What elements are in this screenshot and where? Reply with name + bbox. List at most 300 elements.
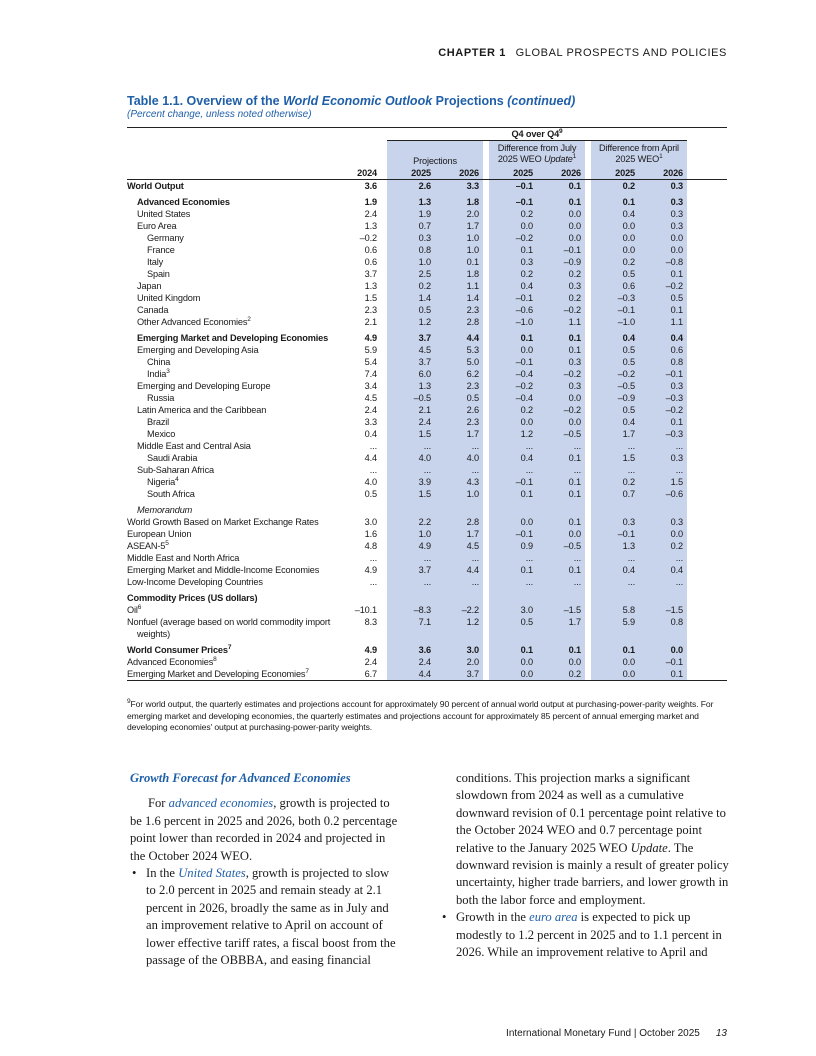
header-row-q4 [127, 128, 727, 141]
cell-value: –0.5 [591, 380, 639, 392]
table-row [127, 668, 727, 681]
cell-value: 5.0 [435, 356, 483, 368]
table-row [127, 256, 727, 268]
cell-value: –8.3 [387, 604, 435, 616]
cell-value: –0.1 [489, 292, 537, 304]
cell-value: 0.5 [387, 304, 435, 316]
cell-value: 0.3 [639, 196, 687, 208]
row-label: Brazil [147, 417, 170, 427]
cell-value: 3.0 [435, 644, 483, 656]
cell-value: 0.0 [537, 528, 585, 540]
cell-value: 0.8 [387, 244, 435, 256]
cell-value: –0.6 [489, 304, 537, 316]
table-row [127, 220, 727, 232]
cell-value: 0.0 [489, 220, 537, 232]
cell-value [387, 592, 435, 604]
footer-text: International Monetary Fund | October 2025 [506, 1028, 700, 1039]
cell-value: –0.1 [489, 528, 537, 540]
table-body [127, 180, 727, 681]
cell-value: 0.0 [489, 416, 537, 428]
cell-value: 0.5 [639, 292, 687, 304]
cell-value: 4.8 [364, 541, 377, 551]
cell-value [537, 504, 585, 516]
cell-value [435, 592, 483, 604]
cell-value: 0.1 [537, 488, 585, 500]
cell-value: 5.8 [591, 604, 639, 616]
july-header: Difference from July 2025 WEO Update$^1$ [489, 141, 585, 168]
row-label: World Consumer Prices$^7$ [127, 644, 232, 655]
cell-value [591, 592, 639, 604]
cell-value: –1.5 [537, 604, 585, 616]
row-label: Euro Area [137, 221, 177, 231]
cell-value: ... [537, 552, 585, 564]
cell-value: 1.2 [435, 616, 483, 628]
cell-value: ... [489, 552, 537, 564]
cell-value: 6.0 [387, 368, 435, 380]
cell-value: –10.1 [354, 605, 377, 615]
cell-value: 1.3 [387, 196, 435, 208]
cell-value: 0.0 [489, 668, 537, 681]
table-row [127, 504, 727, 516]
chapter-label: CHAPTER 1 [438, 47, 506, 59]
cell-value: 3.7 [387, 332, 435, 344]
cell-value: ... [537, 440, 585, 452]
row-label: Spain [147, 269, 170, 279]
cell-value: 0.7 [387, 220, 435, 232]
row-label: Latin America and the Caribbean [137, 405, 267, 415]
table-row [127, 476, 727, 488]
cell-value: 0.0 [591, 220, 639, 232]
q4-header: Q4 over $Q4^9$ [387, 128, 687, 141]
row-label: Italy [147, 257, 164, 267]
cell-value: 0.8 [639, 616, 687, 628]
row-label: China [147, 357, 171, 367]
cell-value: 0.3 [639, 516, 687, 528]
row-label: Russia [147, 393, 175, 403]
cell-value: 3.7 [364, 269, 377, 279]
row-label: Saudi Arabia [147, 453, 198, 463]
cell-value: 4.4 [435, 332, 483, 344]
row-label: World Output [127, 181, 184, 191]
cell-value: 0.3 [537, 280, 585, 292]
cell-value: 4.4 [435, 564, 483, 576]
cell-value [435, 628, 483, 640]
cell-value: 0.0 [591, 656, 639, 668]
cell-value [537, 628, 585, 640]
cell-value: 0.1 [639, 304, 687, 316]
cell-value: 0.1 [537, 452, 585, 464]
cell-value: 0.3 [639, 452, 687, 464]
cell-value: 0.5 [591, 404, 639, 416]
table-row [127, 356, 727, 368]
cell-value: 0.2 [537, 668, 585, 681]
cell-value: 0.6 [591, 280, 639, 292]
table-row [127, 304, 727, 316]
cell-value: ... [591, 464, 639, 476]
cell-value: 0.1 [537, 332, 585, 344]
row-label: Sub-Saharan Africa [137, 465, 214, 475]
cell-value: 0.3 [639, 208, 687, 220]
cell-value: 1.0 [435, 488, 483, 500]
cell-value: 0.0 [537, 416, 585, 428]
cell-value: 0.2 [591, 180, 639, 193]
cell-value: 1.7 [435, 528, 483, 540]
row-label: Middle East and Central Asia [137, 441, 251, 451]
cell-value: ... [537, 576, 585, 588]
cell-value: 0.0 [639, 244, 687, 256]
table-row [127, 516, 727, 528]
cell-value: ... [387, 464, 435, 476]
cell-value: 2.0 [435, 208, 483, 220]
row-label: India$^3$ [147, 368, 170, 379]
table-row [127, 552, 727, 564]
cell-value: 8.3 [364, 617, 377, 627]
cell-value: 1.3 [387, 380, 435, 392]
cell-value: 4.5 [364, 393, 377, 403]
cell-value: 1.6 [364, 529, 377, 539]
cell-value: ... [369, 465, 377, 475]
cell-value: 0.0 [639, 232, 687, 244]
row-label: Japan [137, 281, 162, 291]
cell-value [337, 504, 381, 516]
cell-value: –0.2 [359, 233, 377, 243]
cell-value: 0.1 [537, 180, 585, 193]
row-label: Canada [137, 305, 169, 315]
cell-value: 0.1 [639, 668, 687, 681]
row-label: Advanced Economies$^8$ [127, 656, 217, 667]
table-row [127, 208, 727, 220]
cell-value: ... [369, 577, 377, 587]
cell-value: –1.0 [591, 316, 639, 328]
row-label: Low-Income Developing Countries [127, 577, 263, 587]
cell-value: –0.1 [591, 528, 639, 540]
table-row [127, 440, 727, 452]
cell-value: 2.4 [387, 416, 435, 428]
cell-value: 0.9 [489, 540, 537, 552]
year-july-2026: 2026 [537, 167, 585, 180]
cell-value: 0.0 [537, 208, 585, 220]
cell-value: 4.5 [435, 540, 483, 552]
cell-value [337, 628, 381, 640]
cell-value: –0.4 [489, 392, 537, 404]
cell-value: 0.5 [364, 489, 377, 499]
projections-header: Projections [387, 141, 483, 168]
running-header [0, 47, 727, 59]
cell-value: 1.2 [489, 428, 537, 440]
cell-value: –0.1 [489, 180, 537, 193]
cell-value: ... [369, 441, 377, 451]
projections-table-wrap [127, 127, 727, 681]
row-label: Emerging Market and Developing Economies$^7$ [127, 668, 309, 679]
body-column-right [440, 770, 730, 961]
cell-value: 1.0 [435, 232, 483, 244]
section-label: GLOBAL PROSPECTS AND POLICIES [515, 47, 727, 59]
cell-value [537, 592, 585, 604]
year-april-2026: 2026 [639, 167, 687, 180]
cell-value: 4.4 [364, 453, 377, 463]
table-row [127, 564, 727, 576]
cell-value: 1.8 [435, 268, 483, 280]
cell-value: 2.4 [364, 405, 377, 415]
cell-value: 0.1 [639, 416, 687, 428]
cell-value: 3.9 [387, 476, 435, 488]
cell-value: 6.7 [364, 669, 377, 679]
cell-value: 3.7 [387, 356, 435, 368]
cell-value: 7.4 [364, 369, 377, 379]
cell-value: 0.0 [591, 232, 639, 244]
cell-value: 0.2 [591, 256, 639, 268]
cell-value: 1.4 [387, 292, 435, 304]
cell-value: –0.9 [537, 256, 585, 268]
cell-value: –0.4 [489, 368, 537, 380]
link-united-states[interactable]: United States [178, 866, 246, 881]
paragraph-advanced-economies: For advanced economies, growth is projected to be 1.6 percent in 2025 and 2026, both 0.2 percentage point lower than recorded in 2024 and projected in the October 2024 WEO. [130, 796, 398, 863]
cell-value: 0.0 [591, 244, 639, 256]
cell-value: 2.8 [435, 516, 483, 528]
cell-value: 0.6 [364, 257, 377, 267]
cell-value: 0.0 [537, 656, 585, 668]
cell-value: –0.1 [639, 656, 687, 668]
cell-value: 0.6 [639, 344, 687, 356]
cell-value: 1.7 [537, 616, 585, 628]
cell-value: 1.2 [387, 316, 435, 328]
cell-value [639, 504, 687, 516]
cell-value: 0.1 [537, 564, 585, 576]
cell-value: ... [435, 576, 483, 588]
table-row [127, 380, 727, 392]
cell-value: 0.4 [364, 429, 377, 439]
table-row [127, 332, 727, 344]
cell-value: 0.3 [591, 516, 639, 528]
cell-value: –0.1 [489, 476, 537, 488]
cell-value: –0.1 [489, 196, 537, 208]
cell-value: 0.2 [591, 476, 639, 488]
cell-value: 0.3 [489, 256, 537, 268]
cell-value: 0.2 [537, 268, 585, 280]
cell-value: 2.1 [364, 317, 377, 327]
cell-value: 1.0 [435, 244, 483, 256]
cell-value: 0.1 [435, 256, 483, 268]
cell-value: 2.8 [435, 316, 483, 328]
cell-value: ... [435, 464, 483, 476]
cell-value: 5.3 [435, 344, 483, 356]
row-label: Emerging Market and Middle-Income Economies [127, 565, 320, 575]
cell-value: 0.3 [639, 380, 687, 392]
table-title: Table 1.1. Overview of the World Economic Outlook Projections (continued) [127, 94, 576, 108]
cell-value: ... [369, 553, 377, 563]
april-header: Difference from April 2025 WEO$^1$ [591, 141, 687, 168]
cell-value: ... [591, 440, 639, 452]
cell-value: 0.4 [639, 564, 687, 576]
cell-value: 1.5 [364, 293, 377, 303]
cell-value: 0.5 [591, 356, 639, 368]
cell-value: ... [591, 576, 639, 588]
row-label: weights) [137, 629, 171, 639]
cell-value: 4.0 [435, 452, 483, 464]
cell-value: 4.9 [364, 333, 377, 343]
row-label: Middle East and North Africa [127, 553, 240, 563]
table-subtitle: (Percent change, unless noted otherwise) [127, 109, 312, 120]
cell-value: 3.0 [364, 517, 377, 527]
cell-value: 0.2 [639, 540, 687, 552]
cell-value: 2.1 [387, 404, 435, 416]
cell-value: 1.3 [591, 540, 639, 552]
cell-value: 1.1 [537, 316, 585, 328]
cell-value: 1.0 [387, 528, 435, 540]
cell-value: –0.1 [537, 244, 585, 256]
cell-value: 2.4 [364, 657, 377, 667]
paragraph-us-continued: conditions. This projection marks a significant slowdown from 2024 as well as a cumulative downward revision of 0.1 percentage point relative to the October 2024 WEO and 0.7 percentage point relative to the January 2025 WEO Update. The downward revision is mainly a result of greater policy uncertainty, higher trade barriers, and lower growth in both the labor force and employment. [456, 771, 729, 907]
cell-value: 7.1 [387, 616, 435, 628]
cell-value: –0.2 [489, 380, 537, 392]
cell-value: 1.1 [639, 316, 687, 328]
table-row [127, 244, 727, 256]
cell-value: 3.0 [489, 604, 537, 616]
cell-value: –0.2 [489, 232, 537, 244]
row-label: Commodity Prices (US dollars) [127, 593, 258, 603]
cell-value: 0.0 [537, 232, 585, 244]
cell-value: 0.0 [489, 516, 537, 528]
cell-value: 0.0 [537, 220, 585, 232]
cell-value: 0.1 [489, 488, 537, 500]
table-row [127, 344, 727, 356]
table-row [127, 656, 727, 668]
cell-value: 1.7 [591, 428, 639, 440]
cell-value: 1.3 [364, 221, 377, 231]
table-row [127, 232, 727, 244]
cell-value: 0.1 [537, 344, 585, 356]
link-euro-area[interactable]: euro area [529, 910, 578, 925]
cell-value: 0.1 [489, 244, 537, 256]
year-april-2025: 2025 [591, 167, 639, 180]
cell-value [489, 504, 537, 516]
table-row [127, 428, 727, 440]
link-advanced-economies[interactable]: advanced economies [168, 796, 274, 811]
table-row [127, 592, 727, 604]
cell-value: 6.2 [435, 368, 483, 380]
cell-value: –0.5 [537, 540, 585, 552]
table-row [127, 604, 727, 616]
cell-value: 0.2 [489, 208, 537, 220]
cell-value: 3.7 [435, 668, 483, 681]
row-label: Nonfuel (average based on world commodity import [127, 617, 331, 627]
cell-value: 0.4 [489, 452, 537, 464]
cell-value: 5.9 [364, 345, 377, 355]
cell-value: 0.3 [387, 232, 435, 244]
row-label: France [147, 245, 175, 255]
cell-value: 1.4 [435, 292, 483, 304]
cell-value: 0.7 [591, 488, 639, 500]
table-row [127, 280, 727, 292]
table-row [127, 540, 727, 552]
table-row [127, 268, 727, 280]
cell-value: 0.2 [489, 404, 537, 416]
cell-value [489, 592, 537, 604]
year-proj-2026: 2026 [435, 167, 483, 180]
cell-value: 0.4 [489, 280, 537, 292]
table-row [127, 392, 727, 404]
cell-value: 2.3 [435, 416, 483, 428]
cell-value: 4.5 [387, 344, 435, 356]
row-label: Memorandum [137, 505, 193, 515]
cell-value: 0.0 [537, 392, 585, 404]
cell-value: 0.1 [489, 644, 537, 656]
cell-value: ... [537, 464, 585, 476]
row-label: Emerging and Developing Europe [137, 381, 271, 391]
cell-value: 4.9 [364, 645, 377, 655]
cell-value: 1.5 [387, 428, 435, 440]
section-heading: Growth Forecast for Advanced Economies [130, 771, 351, 785]
cell-value: 4.0 [364, 477, 377, 487]
cell-value: 0.1 [639, 268, 687, 280]
cell-value: 0.1 [591, 644, 639, 656]
cell-value: –0.3 [639, 428, 687, 440]
cell-value: ... [639, 464, 687, 476]
cell-value [639, 628, 687, 640]
cell-value: 0.3 [537, 356, 585, 368]
cell-value: ... [639, 552, 687, 564]
cell-value: 0.0 [489, 656, 537, 668]
cell-value: –2.2 [435, 604, 483, 616]
table-title-block [127, 94, 727, 120]
row-label: Emerging Market and Developing Economies [137, 333, 329, 343]
bullet-euro-area: • Growth in the euro area is expected to pick up modestly to 1.2 percent in 2025 and to 1.1 percent in 2026. While an improvement relative to April and [442, 910, 722, 960]
year-2024: 2024 [357, 168, 377, 178]
cell-value: 0.4 [591, 208, 639, 220]
cell-value: –0.5 [387, 392, 435, 404]
cell-value: 0.4 [639, 332, 687, 344]
cell-value: 0.0 [639, 644, 687, 656]
cell-value: 1.5 [387, 488, 435, 500]
cell-value: 3.7 [387, 564, 435, 576]
cell-value: 0.5 [591, 268, 639, 280]
row-label: Other Advanced Economies$^2$ [137, 316, 251, 327]
cell-value: 2.3 [435, 380, 483, 392]
cell-value: –0.6 [639, 488, 687, 500]
cell-value: 2.3 [364, 305, 377, 315]
cell-value: 2.4 [387, 656, 435, 668]
row-label: ASEAN-$5^5$ [127, 540, 169, 551]
table-row [127, 616, 727, 628]
row-label: Mexico [147, 429, 176, 439]
cell-value: 2.2 [387, 516, 435, 528]
cell-value: –0.2 [537, 304, 585, 316]
body-column-left [130, 770, 402, 969]
cell-value: 1.7 [435, 428, 483, 440]
cell-value: 0.8 [639, 356, 687, 368]
cell-value: –0.1 [489, 356, 537, 368]
row-label: Germany [147, 233, 184, 243]
cell-value: 1.3 [364, 281, 377, 291]
table-row [127, 368, 727, 380]
cell-value: 0.5 [435, 392, 483, 404]
cell-value [387, 504, 435, 516]
header-row-years [127, 167, 727, 180]
header-row-groups [127, 141, 727, 168]
cell-value: 0.1 [591, 196, 639, 208]
row-label: Oil$^6$ [127, 604, 142, 615]
cell-value: –0.2 [591, 368, 639, 380]
cell-value: 0.2 [537, 292, 585, 304]
row-label: United Kingdom [137, 293, 201, 303]
cell-value: 0.3 [639, 180, 687, 193]
cell-value: ... [591, 552, 639, 564]
cell-value [435, 504, 483, 516]
cell-value: 0.5 [591, 344, 639, 356]
table-row [127, 628, 727, 640]
cell-value: ... [387, 440, 435, 452]
table-row [127, 464, 727, 476]
